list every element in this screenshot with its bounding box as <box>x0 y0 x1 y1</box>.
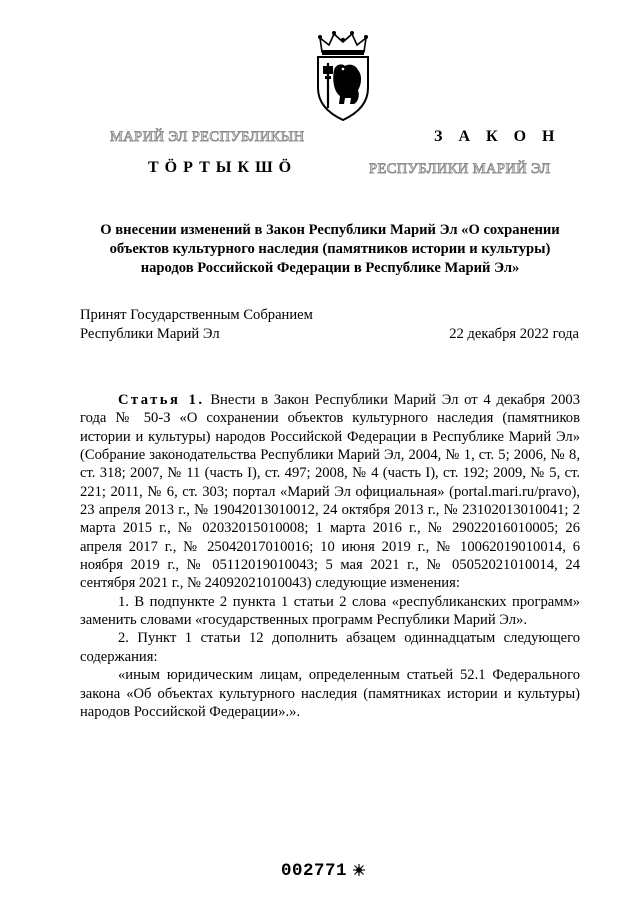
header-right-bottom: РЕСПУБЛИКИ МАРИЙ ЭЛ <box>369 161 551 177</box>
title-line: О внесении изменений в Закон Республики Марий Эл «О сохранении <box>100 222 560 238</box>
adoption-line: Республики Марий Эл <box>80 326 220 342</box>
coat-of-arms-mari-el-icon <box>312 30 374 122</box>
serial-number: 002771 <box>281 861 348 881</box>
header-left-bottom: ТӦРТЫКШӦ <box>148 159 298 176</box>
adoption-date: 22 декабря 2022 года <box>449 326 579 342</box>
article-quote: «иным юридическим лицам, определенным статьей 52.1 Федерального закона «Об объектах культурного наследия (памятниках истории и культуры) народов Российской Федерации».». <box>80 667 580 720</box>
document-title <box>70 221 590 278</box>
header-right-top: З А К О Н <box>434 128 561 145</box>
flower-mark-icon <box>352 863 366 877</box>
adoption-line: Принят Государственным Собранием <box>80 307 313 323</box>
article-label: Статья 1. <box>118 392 205 408</box>
title-line: народов Российской Федерации в Республике Марий Эл» <box>140 260 520 276</box>
article-item-1: 1. В подпункте 2 пункта 1 статьи 2 слова «республиканских программ» заменить словами «государственных программ Республики Марий Эл». <box>80 593 580 629</box>
title-line: объектов культурного наследия (памятников истории и культуры) <box>109 241 551 257</box>
adoption-block <box>80 306 313 344</box>
article-1-intro <box>80 391 580 593</box>
article-1 <box>80 391 580 721</box>
header-left-top: МАРИЙ ЭЛ РЕСПУБЛИКЫН <box>110 129 305 145</box>
article-intro-text: Внести в Закон Республики Марий Эл от 4 декабря 2003 года № 50-З «О сохранении объектов культурного наследия (памятников истории и культуры) народов Российской Федерации в Республике Марий Эл» (Собрание законодательства Республики Марий Эл, 2004, № 1, ст. 5; 2006, № 8, ст. 318; 2007, № 11 (часть I), ст. 497; 2008, № 4 (часть I), ст. 192; 2009, № 5, ст. 221; 2011, № 6, ст. 303; портал «Марий Эл официальная» (portal.mari.ru/pravo), 23 апреля 2013 г., № 19042013010012, 24 октября 2013 г., № 23102013010041; 2 марта 2015 г., № 02032015010008; 1 марта 2016 г., № 29022016010005; 26 апреля 2017 г., № 25042017010016; 10 июня 2019 г., № 10062019010014, 6 ноября 2019 г., № 05112019010043; 5 мая 2021 г., № 05052021010014, 24 сентября 2021 г., № 24092021010043) следующие изменения: <box>80 392 580 592</box>
article-item-2: 2. Пункт 1 статьи 12 дополнить абзацем одиннадцатым следующего содержания: <box>80 630 580 665</box>
